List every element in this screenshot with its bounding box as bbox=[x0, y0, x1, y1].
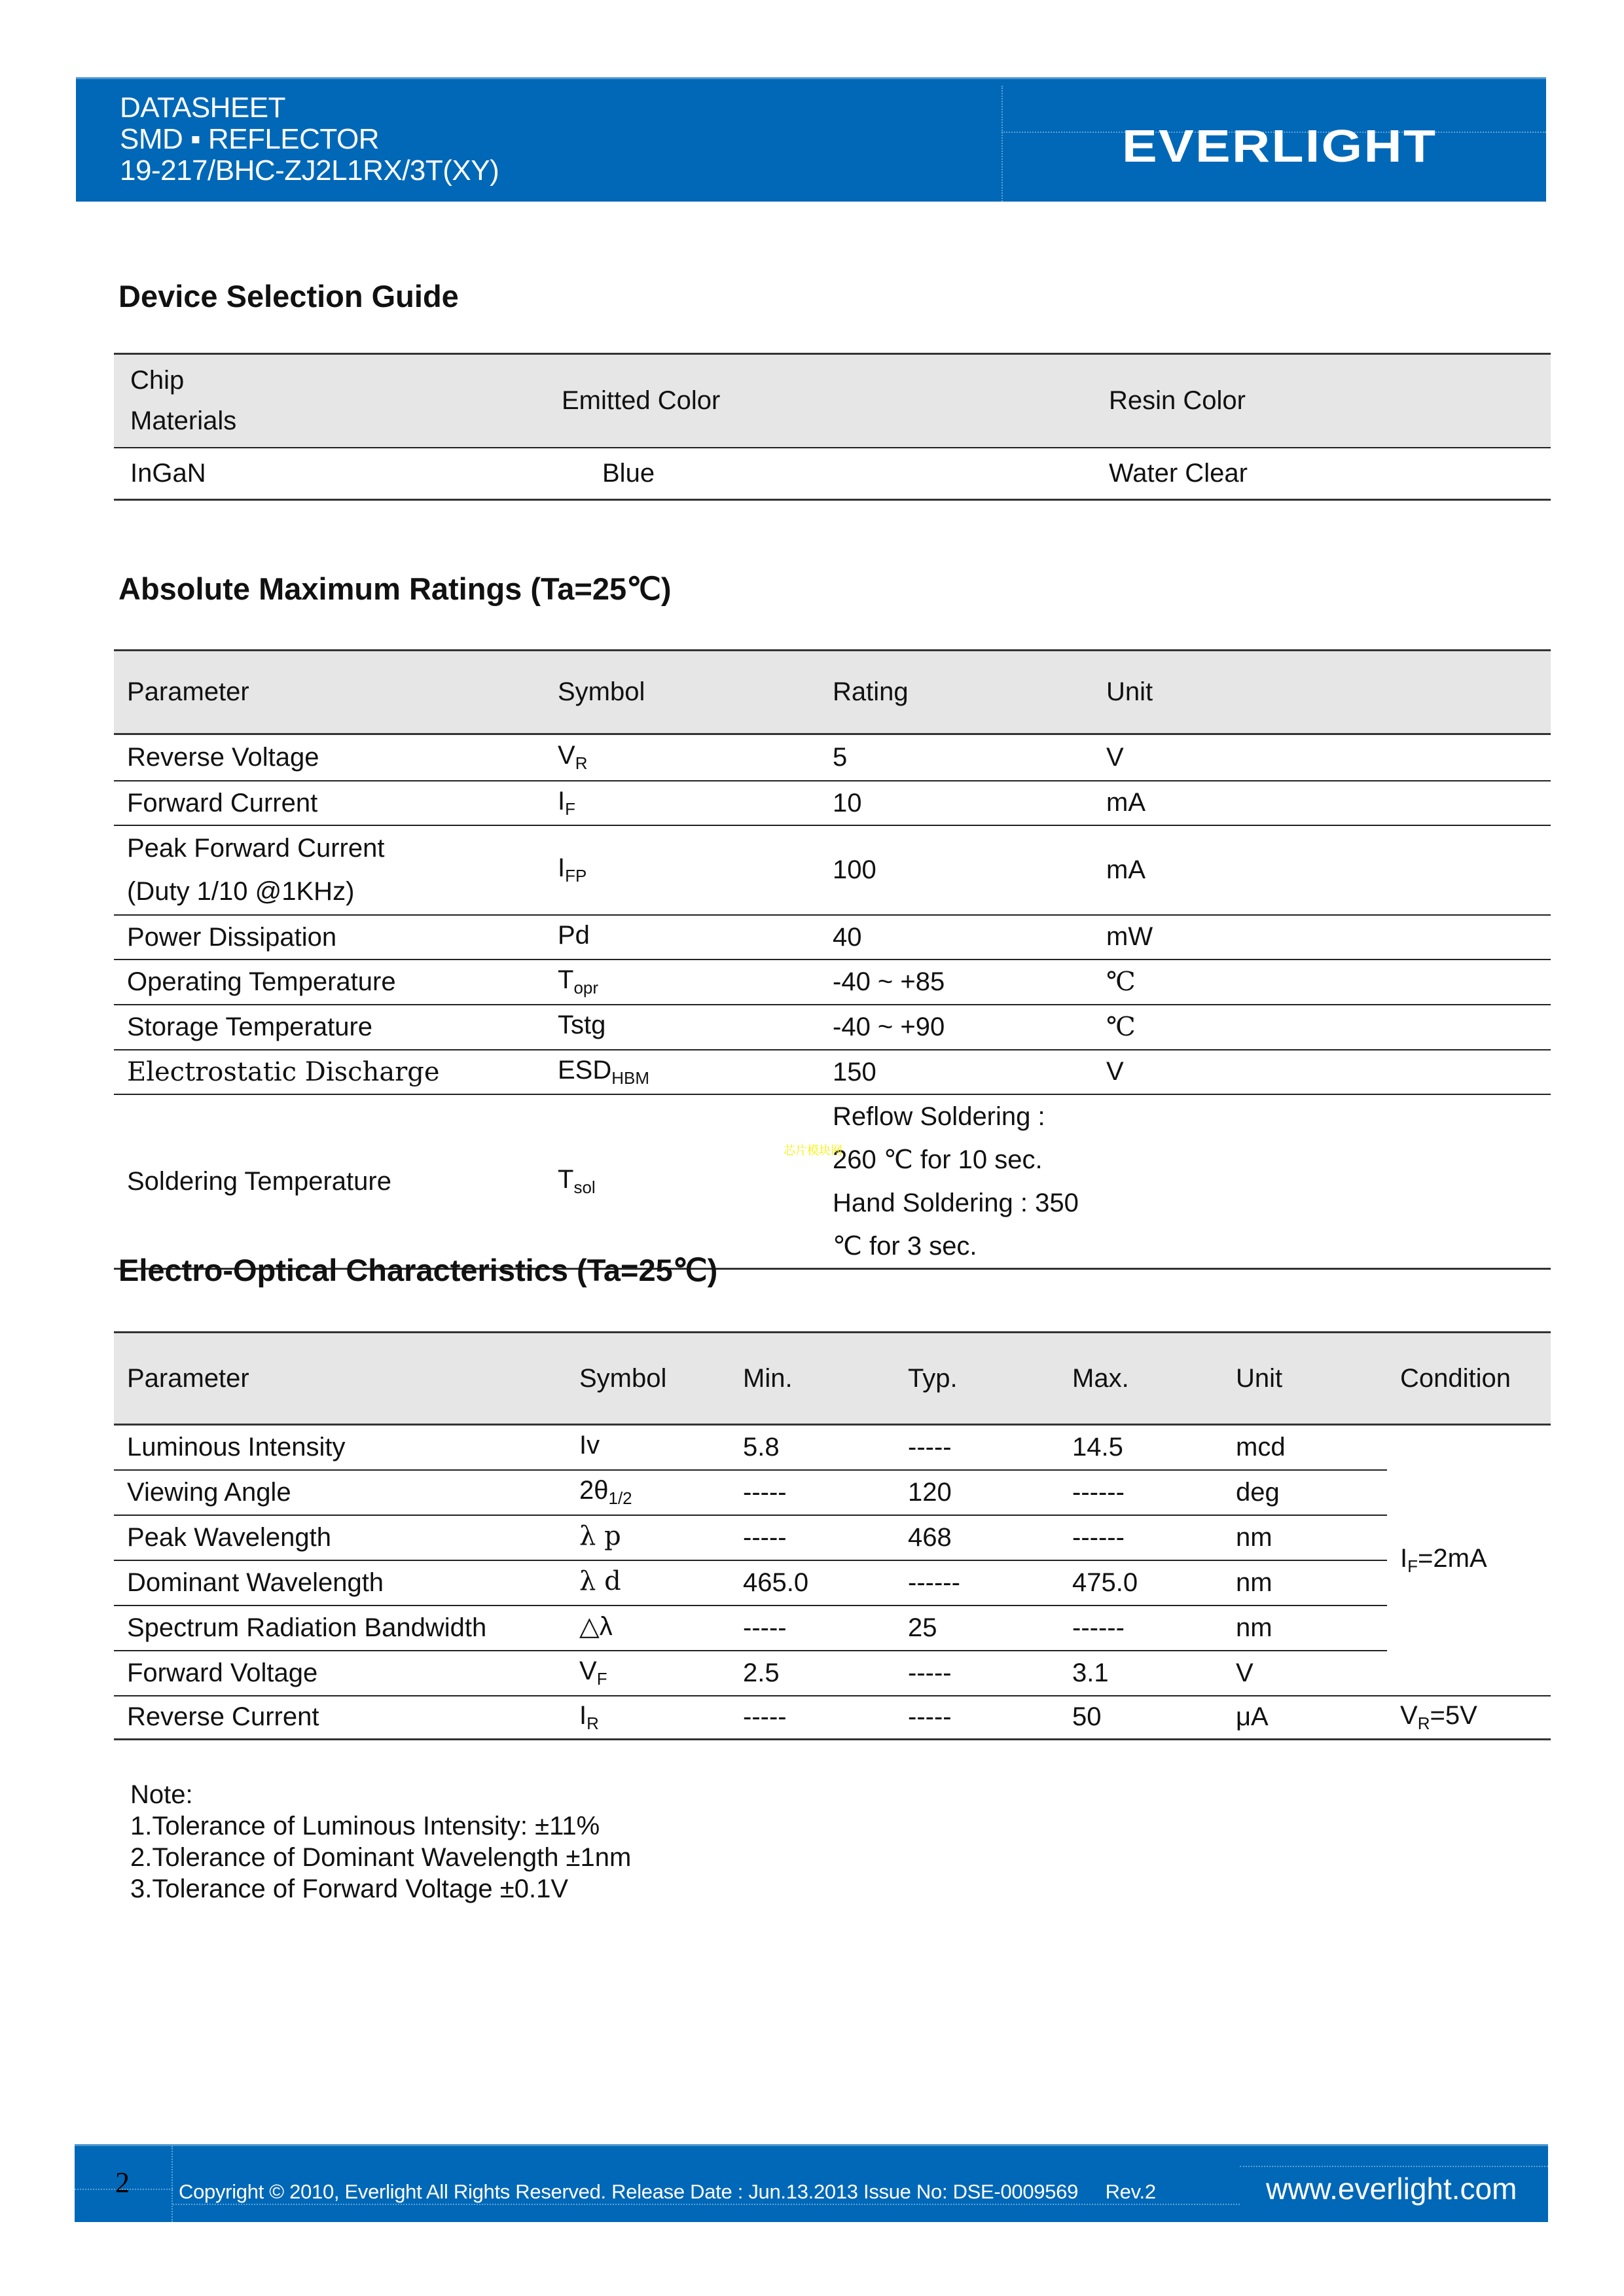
symbol bbox=[545, 1050, 820, 1094]
table-row bbox=[114, 1605, 1551, 1651]
symbol-subscript: F bbox=[596, 1669, 607, 1689]
symbol-subscript: 1/2 bbox=[608, 1488, 632, 1508]
header-max: Max. bbox=[1059, 1333, 1223, 1425]
header-parameter: Parameter bbox=[114, 1333, 566, 1425]
symbol-subscript: HBM bbox=[611, 1067, 650, 1088]
parameter: Viewing Angle bbox=[114, 1470, 566, 1515]
part-number: 19-217/BHC-ZJ2L1RX/3T(XY) bbox=[120, 154, 499, 187]
unit: ℃ bbox=[1093, 1005, 1551, 1050]
symbol-subscript: R bbox=[586, 1713, 599, 1733]
parameter-text: Forward Current bbox=[127, 788, 318, 817]
unit: mcd bbox=[1223, 1425, 1387, 1470]
unit: nm bbox=[1223, 1560, 1387, 1605]
unit: V bbox=[1093, 734, 1551, 781]
header-rating: Rating bbox=[820, 651, 1093, 734]
page-header bbox=[76, 77, 1546, 202]
table-header-row bbox=[114, 651, 1551, 734]
rating bbox=[820, 1050, 1093, 1094]
notes bbox=[130, 1779, 631, 1905]
symbol bbox=[545, 734, 820, 781]
symbol bbox=[566, 1515, 730, 1560]
rating-value: 100 bbox=[833, 855, 876, 884]
rating bbox=[820, 1094, 1093, 1269]
rating-value: Reflow Soldering : 260 ℃ for 10 sec. bbox=[833, 1102, 1045, 1174]
parameter-text: Peak Forward Current bbox=[127, 834, 385, 863]
symbol-main: Pd bbox=[558, 920, 590, 950]
table-row bbox=[114, 1050, 1551, 1094]
table-row bbox=[114, 825, 1551, 915]
section-title-selection: Device Selection Guide bbox=[118, 279, 459, 314]
rating-value: 10 bbox=[833, 788, 862, 817]
condition-main: V bbox=[1400, 1700, 1418, 1730]
note-item: 2.Tolerance of Dominant Wavelength ±1nm bbox=[130, 1843, 632, 1872]
table-row bbox=[114, 734, 1551, 781]
header-unit: Unit bbox=[1093, 651, 1551, 734]
rating-value: 40 bbox=[833, 922, 862, 952]
parameter bbox=[114, 781, 545, 825]
symbol bbox=[566, 1425, 730, 1470]
min-value: ----- bbox=[730, 1515, 895, 1560]
condition bbox=[1387, 1696, 1551, 1740]
max-value: 14.5 bbox=[1059, 1425, 1223, 1470]
condition-value: =5V bbox=[1430, 1700, 1477, 1730]
symbol bbox=[566, 1651, 730, 1696]
divider bbox=[173, 2204, 1240, 2205]
max-value: ------ bbox=[1059, 1605, 1223, 1651]
table-row bbox=[114, 1696, 1551, 1740]
symbol bbox=[545, 915, 820, 960]
symbol-main: I bbox=[558, 853, 566, 882]
copyright: Copyright © 2010, Everlight All Rights Reserved. Release Date : Jun.13.2013 Issue No: DSE-0009569 Rev.2 bbox=[179, 2180, 1156, 2203]
symbol-main: V bbox=[579, 1657, 597, 1685]
min-value: ----- bbox=[730, 1605, 895, 1651]
section-title-electro-optical: Electro-Optical Characteristics (Ta=25℃) bbox=[118, 1253, 718, 1287]
condition-main: I bbox=[1400, 1543, 1408, 1573]
symbol bbox=[545, 960, 820, 1005]
symbol-main: I bbox=[558, 786, 566, 816]
table-header-row bbox=[114, 354, 1551, 448]
typ-value: ----- bbox=[895, 1696, 1059, 1740]
min-value: ----- bbox=[730, 1470, 895, 1515]
parameter: Peak Wavelength bbox=[114, 1515, 566, 1560]
max-value: ------ bbox=[1059, 1470, 1223, 1515]
rating bbox=[820, 960, 1093, 1005]
table-row bbox=[114, 1560, 1551, 1605]
header-condition: Condition bbox=[1387, 1333, 1551, 1425]
table-row bbox=[114, 448, 1551, 500]
typ-value: ----- bbox=[895, 1651, 1059, 1696]
section-title-ratings: Absolute Maximum Ratings (Ta=25℃) bbox=[118, 571, 672, 606]
symbol-main: ESD bbox=[558, 1055, 612, 1085]
symbol-main: Tstg bbox=[558, 1011, 606, 1039]
unit: deg bbox=[1223, 1470, 1387, 1515]
parameter bbox=[114, 1005, 545, 1050]
unit: nm bbox=[1223, 1605, 1387, 1651]
rating bbox=[820, 781, 1093, 825]
parameter-text: Reverse Voltage bbox=[127, 743, 319, 772]
parameter bbox=[114, 734, 545, 781]
table-row bbox=[114, 960, 1551, 1005]
symbol bbox=[566, 1470, 730, 1515]
header-symbol: Symbol bbox=[545, 651, 820, 734]
min-value: 2.5 bbox=[730, 1651, 895, 1696]
condition-subscript: R bbox=[1417, 1713, 1430, 1733]
parameter bbox=[114, 825, 545, 915]
table-row bbox=[114, 1515, 1551, 1560]
symbol-main: 2θ bbox=[579, 1476, 609, 1505]
device-selection-table bbox=[114, 353, 1551, 501]
unit: mA bbox=[1093, 825, 1551, 915]
parameter-note: (Duty 1/10 @1KHz) bbox=[127, 877, 355, 906]
typ-value: ----- bbox=[895, 1425, 1059, 1470]
emitted-color: Blue bbox=[545, 448, 1091, 500]
symbol-subscript: opr bbox=[573, 978, 599, 997]
symbol bbox=[566, 1696, 730, 1740]
doc-type: DATASHEET bbox=[120, 92, 286, 124]
rating-value: 150 bbox=[833, 1057, 876, 1086]
chip-material: InGaN bbox=[114, 448, 545, 500]
max-value: 475.0 bbox=[1059, 1560, 1223, 1605]
rating-value: 5 bbox=[833, 743, 848, 772]
website-link[interactable]: www.everlight.com bbox=[1266, 2172, 1517, 2206]
rating-value-2: Hand Soldering : 350 ℃ for 3 sec. bbox=[833, 1188, 1079, 1261]
symbol bbox=[545, 781, 820, 825]
unit: V bbox=[1223, 1651, 1387, 1696]
symbol-main: Iv bbox=[579, 1431, 600, 1460]
symbol-main: T bbox=[558, 965, 574, 994]
absolute-max-ratings-table bbox=[114, 649, 1551, 1270]
table-row bbox=[114, 781, 1551, 825]
electro-optical-table bbox=[114, 1331, 1551, 1740]
unit: V bbox=[1093, 1050, 1551, 1094]
table-row bbox=[114, 1094, 1551, 1269]
table-row bbox=[114, 1651, 1551, 1696]
header-symbol: Symbol bbox=[566, 1333, 730, 1425]
divider bbox=[1001, 86, 1003, 202]
parameter: Spectrum Radiation Bandwidth bbox=[114, 1605, 566, 1651]
symbol-subscript: sol bbox=[573, 1177, 596, 1197]
typ-value: 120 bbox=[895, 1470, 1059, 1515]
header-typ: Typ. bbox=[895, 1333, 1059, 1425]
symbol-subscript: FP bbox=[565, 866, 587, 886]
typ-value: 468 bbox=[895, 1515, 1059, 1560]
symbol-main: I bbox=[579, 1700, 587, 1730]
note-item: 3.Tolerance of Forward Voltage ±0.1V bbox=[130, 1874, 569, 1903]
max-value: ------ bbox=[1059, 1515, 1223, 1560]
condition bbox=[1387, 1425, 1551, 1696]
typ-value: ------ bbox=[895, 1560, 1059, 1605]
symbol-main: T bbox=[558, 1164, 574, 1194]
symbol bbox=[566, 1560, 730, 1605]
header-chip-materials: Chip Materials bbox=[114, 354, 545, 448]
table-header-row bbox=[114, 1333, 1551, 1425]
symbol bbox=[545, 825, 820, 915]
parameter bbox=[114, 1050, 545, 1094]
header-parameter: Parameter bbox=[114, 651, 545, 734]
parameter-text: Power Dissipation bbox=[127, 922, 337, 952]
page-number: 2 bbox=[115, 2166, 130, 2198]
symbol bbox=[545, 1094, 820, 1269]
parameter bbox=[114, 915, 545, 960]
header-unit: Unit bbox=[1223, 1333, 1387, 1425]
everlight-logo: EVERLIGHT bbox=[1122, 120, 1437, 171]
unit bbox=[1093, 1094, 1551, 1269]
rating-value: -40 ~ +90 bbox=[833, 1013, 945, 1041]
header-emitted-color: Emitted Color bbox=[545, 354, 1091, 448]
divider bbox=[171, 2146, 173, 2222]
rating bbox=[820, 734, 1093, 781]
min-value: 465.0 bbox=[730, 1560, 895, 1605]
unit: ℃ bbox=[1093, 960, 1551, 1005]
condition-subscript: F bbox=[1407, 1556, 1418, 1576]
symbol-main: λ p bbox=[579, 1520, 621, 1551]
watermark: 芯片模块网 bbox=[784, 1144, 842, 1157]
unit: nm bbox=[1223, 1515, 1387, 1560]
page-footer bbox=[75, 2144, 1548, 2222]
header-min: Min. bbox=[730, 1333, 895, 1425]
parameter-text: Operating Temperature bbox=[127, 967, 396, 996]
table-row bbox=[114, 1470, 1551, 1515]
symbol bbox=[566, 1605, 730, 1651]
unit: mA bbox=[1093, 781, 1551, 825]
parameter bbox=[114, 960, 545, 1005]
symbol bbox=[545, 1005, 820, 1050]
table-row bbox=[114, 915, 1551, 960]
parameter-text: Electrostatic Discharge bbox=[127, 1056, 440, 1087]
divider bbox=[1240, 2166, 1548, 2167]
rating bbox=[820, 1005, 1093, 1050]
rating bbox=[820, 915, 1093, 960]
parameter: Luminous Intensity bbox=[114, 1425, 566, 1470]
max-value: 50 bbox=[1059, 1696, 1223, 1740]
symbol-main: V bbox=[558, 741, 575, 770]
unit: μA bbox=[1223, 1696, 1387, 1740]
symbol-main: △λ bbox=[579, 1611, 613, 1641]
min-value: 5.8 bbox=[730, 1425, 895, 1470]
parameter: Forward Voltage bbox=[114, 1651, 566, 1696]
parameter bbox=[114, 1094, 545, 1269]
parameter: Dominant Wavelength bbox=[114, 1560, 566, 1605]
min-value: ----- bbox=[730, 1696, 895, 1740]
rating-value: -40 ~ +85 bbox=[833, 967, 945, 996]
unit: mW bbox=[1093, 915, 1551, 960]
table-row bbox=[114, 1005, 1551, 1050]
symbol-subscript: R bbox=[575, 753, 588, 774]
parameter-text: Storage Temperature bbox=[127, 1013, 373, 1041]
header-resin-color: Resin Color bbox=[1091, 354, 1551, 448]
notes-title: Note: bbox=[130, 1780, 193, 1809]
symbol-subscript: F bbox=[565, 798, 576, 819]
parameter-text: Soldering Temperature bbox=[127, 1166, 391, 1196]
max-value: 3.1 bbox=[1059, 1651, 1223, 1696]
resin-color: Water Clear bbox=[1091, 448, 1551, 500]
rating bbox=[820, 825, 1093, 915]
symbol-main: λ d bbox=[579, 1566, 621, 1596]
condition-value: =2mA bbox=[1418, 1543, 1487, 1573]
parameter: Reverse Current bbox=[114, 1696, 566, 1740]
product-category: SMD ▪ REFLECTOR bbox=[120, 123, 379, 155]
typ-value: 25 bbox=[895, 1605, 1059, 1651]
note-item: 1.Tolerance of Luminous Intensity: ±11% bbox=[130, 1812, 600, 1840]
table-row bbox=[114, 1425, 1551, 1470]
